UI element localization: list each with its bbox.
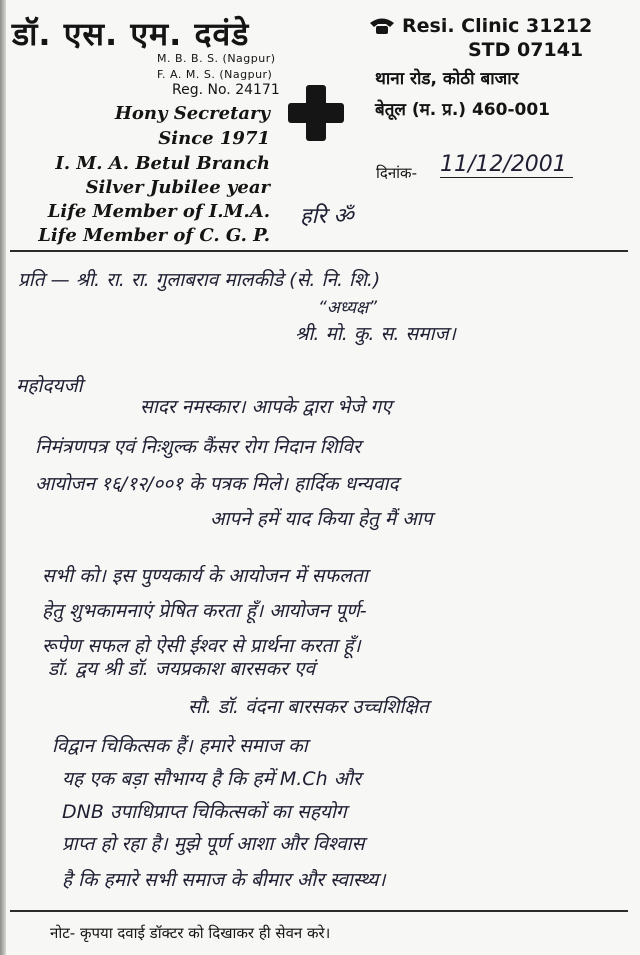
addressee-organization: श्री. मो. कु. स. समाज। — [295, 323, 456, 345]
body-line: सभी को। इस पुण्यकार्य के आयोजन में सफलता — [42, 565, 368, 587]
salutation: महोदयजी — [16, 375, 83, 397]
body-line: सादर नमस्कार। आपके द्वारा भेजे गए — [140, 396, 392, 418]
degree-mbbs: M. B. B. S. (Nagpur) — [157, 52, 276, 65]
std-code: STD 07141 — [468, 39, 584, 61]
scan-page-edge — [0, 0, 6, 955]
date-value: 11/12/2001 — [440, 152, 573, 178]
body-line: आयोजन १६/१२/००१ के पत्रक मिले। हार्दिक धन्यवाद — [35, 473, 399, 495]
body-line: सौ. डॉ. वंदना बारसकर उच्चशिक्षित — [188, 696, 429, 718]
clinic-phone: Resi. Clinic 31212 — [402, 15, 593, 37]
body-line: हेतु शुभकामनाएं प्रेषित करता हूँ। आयोजन पूर्ण- — [42, 600, 367, 622]
credential-line: Life Member of I.M.A. — [47, 201, 270, 222]
credential-line: I. M. A. Betul Branch — [55, 153, 270, 174]
footer-divider — [10, 910, 628, 912]
footer-note: नोट- कृपया दवाई डॉक्टर को दिखाकर ही सेवन करे। — [50, 924, 331, 942]
date-label: दिनांक- — [376, 164, 417, 182]
phone-icon — [368, 16, 396, 40]
body-line: आपने हमें याद किया हेतु मैं आप — [210, 508, 433, 530]
addressee-role: “अध्यक्ष” — [318, 298, 378, 318]
body-line: डॉ. द्वय श्री डॉ. जयप्रकाश बारसकर एवं — [48, 658, 315, 680]
credential-line: Since 1971 — [158, 128, 270, 149]
credential-line: Hony Secretary — [114, 103, 270, 124]
registration-number: Reg. No. 24171 — [172, 82, 280, 98]
invocation-hari-om: हरि ॐ — [300, 204, 354, 229]
address-line-2: बेतूल (म. प्र.) 460-001 — [375, 100, 550, 120]
body-line: विद्वान चिकित्सक हैं। हमारे समाज का — [52, 735, 308, 757]
degree-fams: F. A. M. S. (Nagpur) — [157, 68, 273, 81]
medical-cross-icon — [285, 82, 347, 148]
address-line-1: थाना रोड, कोठी बाजार — [375, 69, 519, 89]
letterhead-divider — [10, 250, 628, 252]
body-line: है कि हमारे सभी समाज के बीमार और स्वास्थ्य। — [62, 869, 386, 891]
addressee-line: प्रति — श्री. रा. रा. गुलाबराव मालकीडे (से. नि. शि.) — [18, 269, 381, 291]
body-line: रूपेण सफल हो ऐसी ईश्वर से प्रार्थना करता हूँ। — [42, 635, 361, 657]
doctor-name: डॉ. एस. एम. दवंडे — [12, 15, 250, 53]
credential-line: Silver Jubilee year — [85, 177, 270, 198]
body-line: प्राप्त हो रहा है। मुझे पूर्ण आशा और विश्वास — [62, 833, 365, 855]
body-line: DNB उपाधिप्राप्त चिकित्सकों का सहयोग — [62, 801, 347, 823]
body-line: यह एक बड़ा सौभाग्य है कि हमें M.Ch और — [62, 768, 361, 790]
body-line: निमंत्रणपत्र एवं निःशुल्क कैंसर रोग निदान शिविर — [35, 436, 361, 458]
credential-line: Life Member of C. G. P. — [38, 225, 270, 246]
